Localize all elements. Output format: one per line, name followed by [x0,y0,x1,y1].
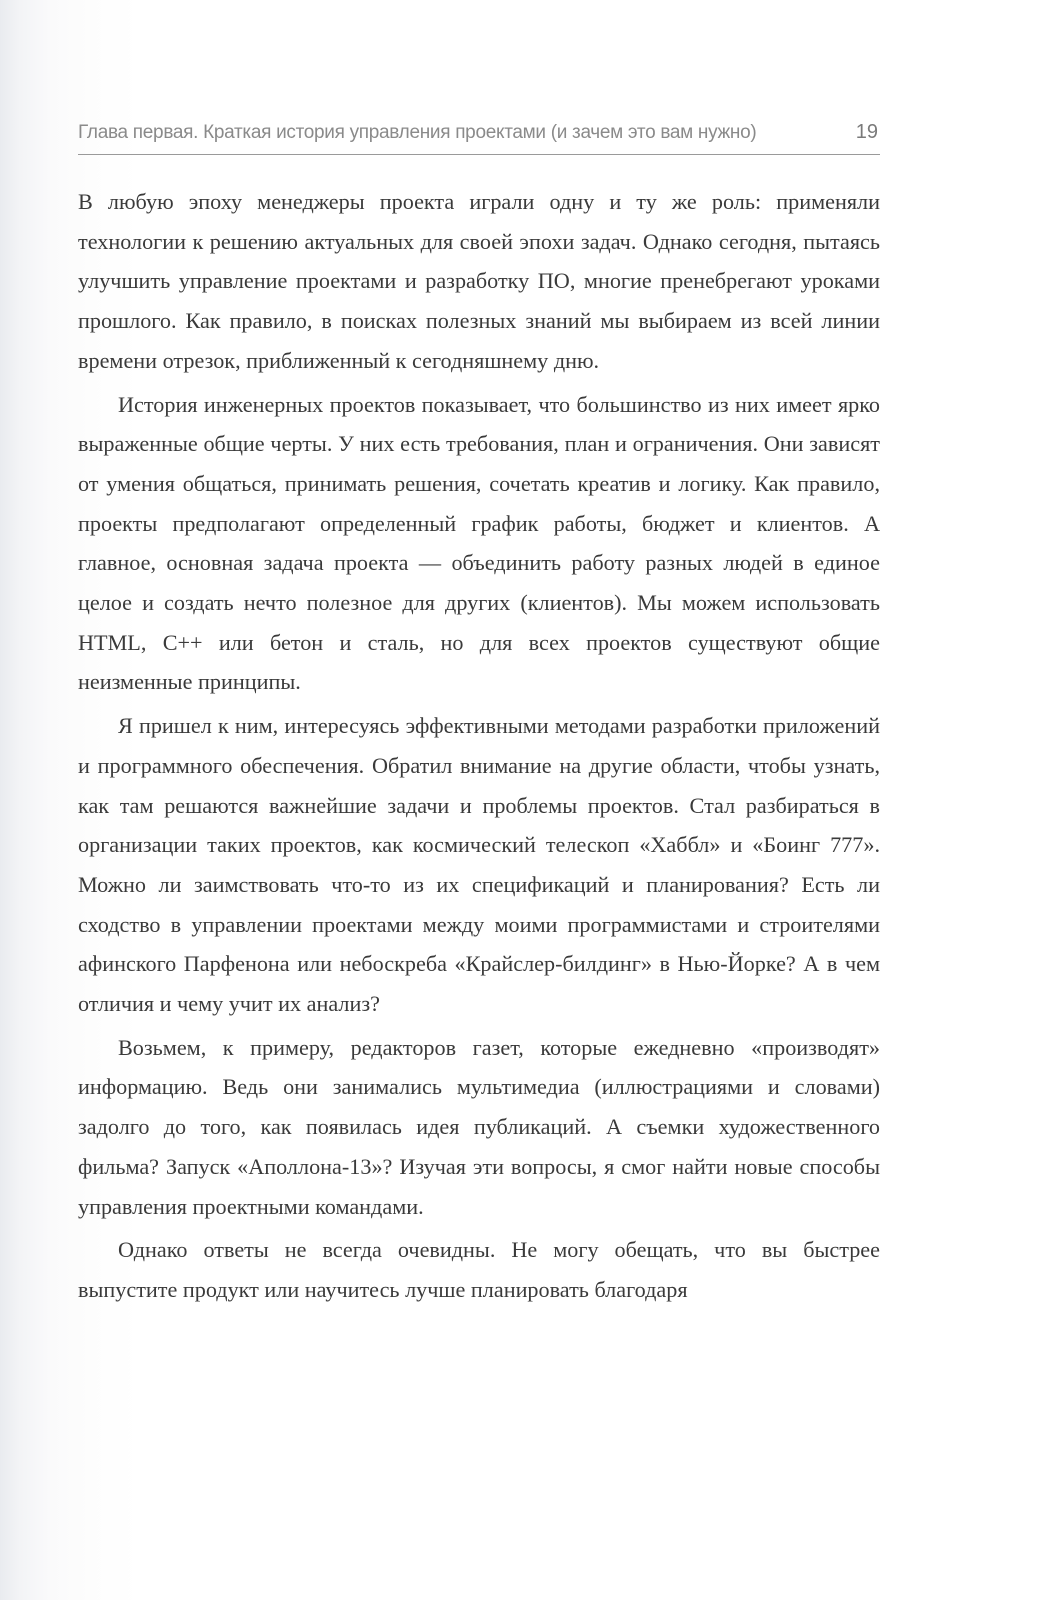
running-head-title: Глава первая. Краткая история управления проектами (и зачем это вам нужно) [78,122,757,143]
page-number: 19 [855,121,878,143]
paragraph: В любую эпоху менеджеры проекта играли одну и ту же роль: применяли технологии к решению актуальных для своей эпохи задач. Однако сегодня, пытаясь улучшить управление проектами и разработку ПО, многие пренебрегают уроками прошлого. Как правило, в поисках полезных знаний мы выбираем из всей линии времени отрезок, приближенный к сегодняшнему дню. [78,189,880,373]
running-head [78,116,880,155]
paragraph: История инженерных проектов показывает, что большинство из них имеет ярко выраженные общие черты. У них есть требования, план и ограничения. Они зависят от умения общаться, принимать решения, сочетать креатив и логику. Как правило, проекты предполагают определенный график работы, бюджет и клиентов. А главное, основная задача проекта — объединить работу разных людей в единое целое и создать нечто полезное для других (клиентов). Мы можем использовать HTML, C++ или бетон и сталь, но для всех проектов существуют общие неизменные принципы. [78,391,880,695]
body-text [78,182,880,1310]
paragraph: Возьмем, к примеру, редакторов газет, которые ежедневно «производят» информацию. Ведь они занимались мультимедиа (иллюстрациями и словами) задолго до того, как появилась идея публикаций. А съемки художественного фильма? Запуск «Аполлона-13»? Изучая эти вопросы, я смог найти новые способы управления проектными командами. [78,1034,880,1219]
paragraph: Однако ответы не всегда очевидны. Не могу обещать, что вы быстрее выпустите продукт или научитесь лучше планировать благодаря [78,1237,880,1302]
paragraph: Я пришел к ним, интересуясь эффективными методами разработки приложений и программного обеспечения. Обратил внимание на другие области, чтобы узнать, как там решаются важнейшие задачи и проблемы проектов. Стал разбираться в организации таких проектов, как космический телескоп «Хаббл» и «Боинг 777». Можно ли заимствовать что-то из их спецификаций и планирования? Есть ли сходство в управлении проектами между моими программистами и строителями афинского Парфенона или небоскреба «Крайслер-билдинг» в Нью-Йорке? А в чем отличия и чему учит их анализ? [78,713,880,1017]
